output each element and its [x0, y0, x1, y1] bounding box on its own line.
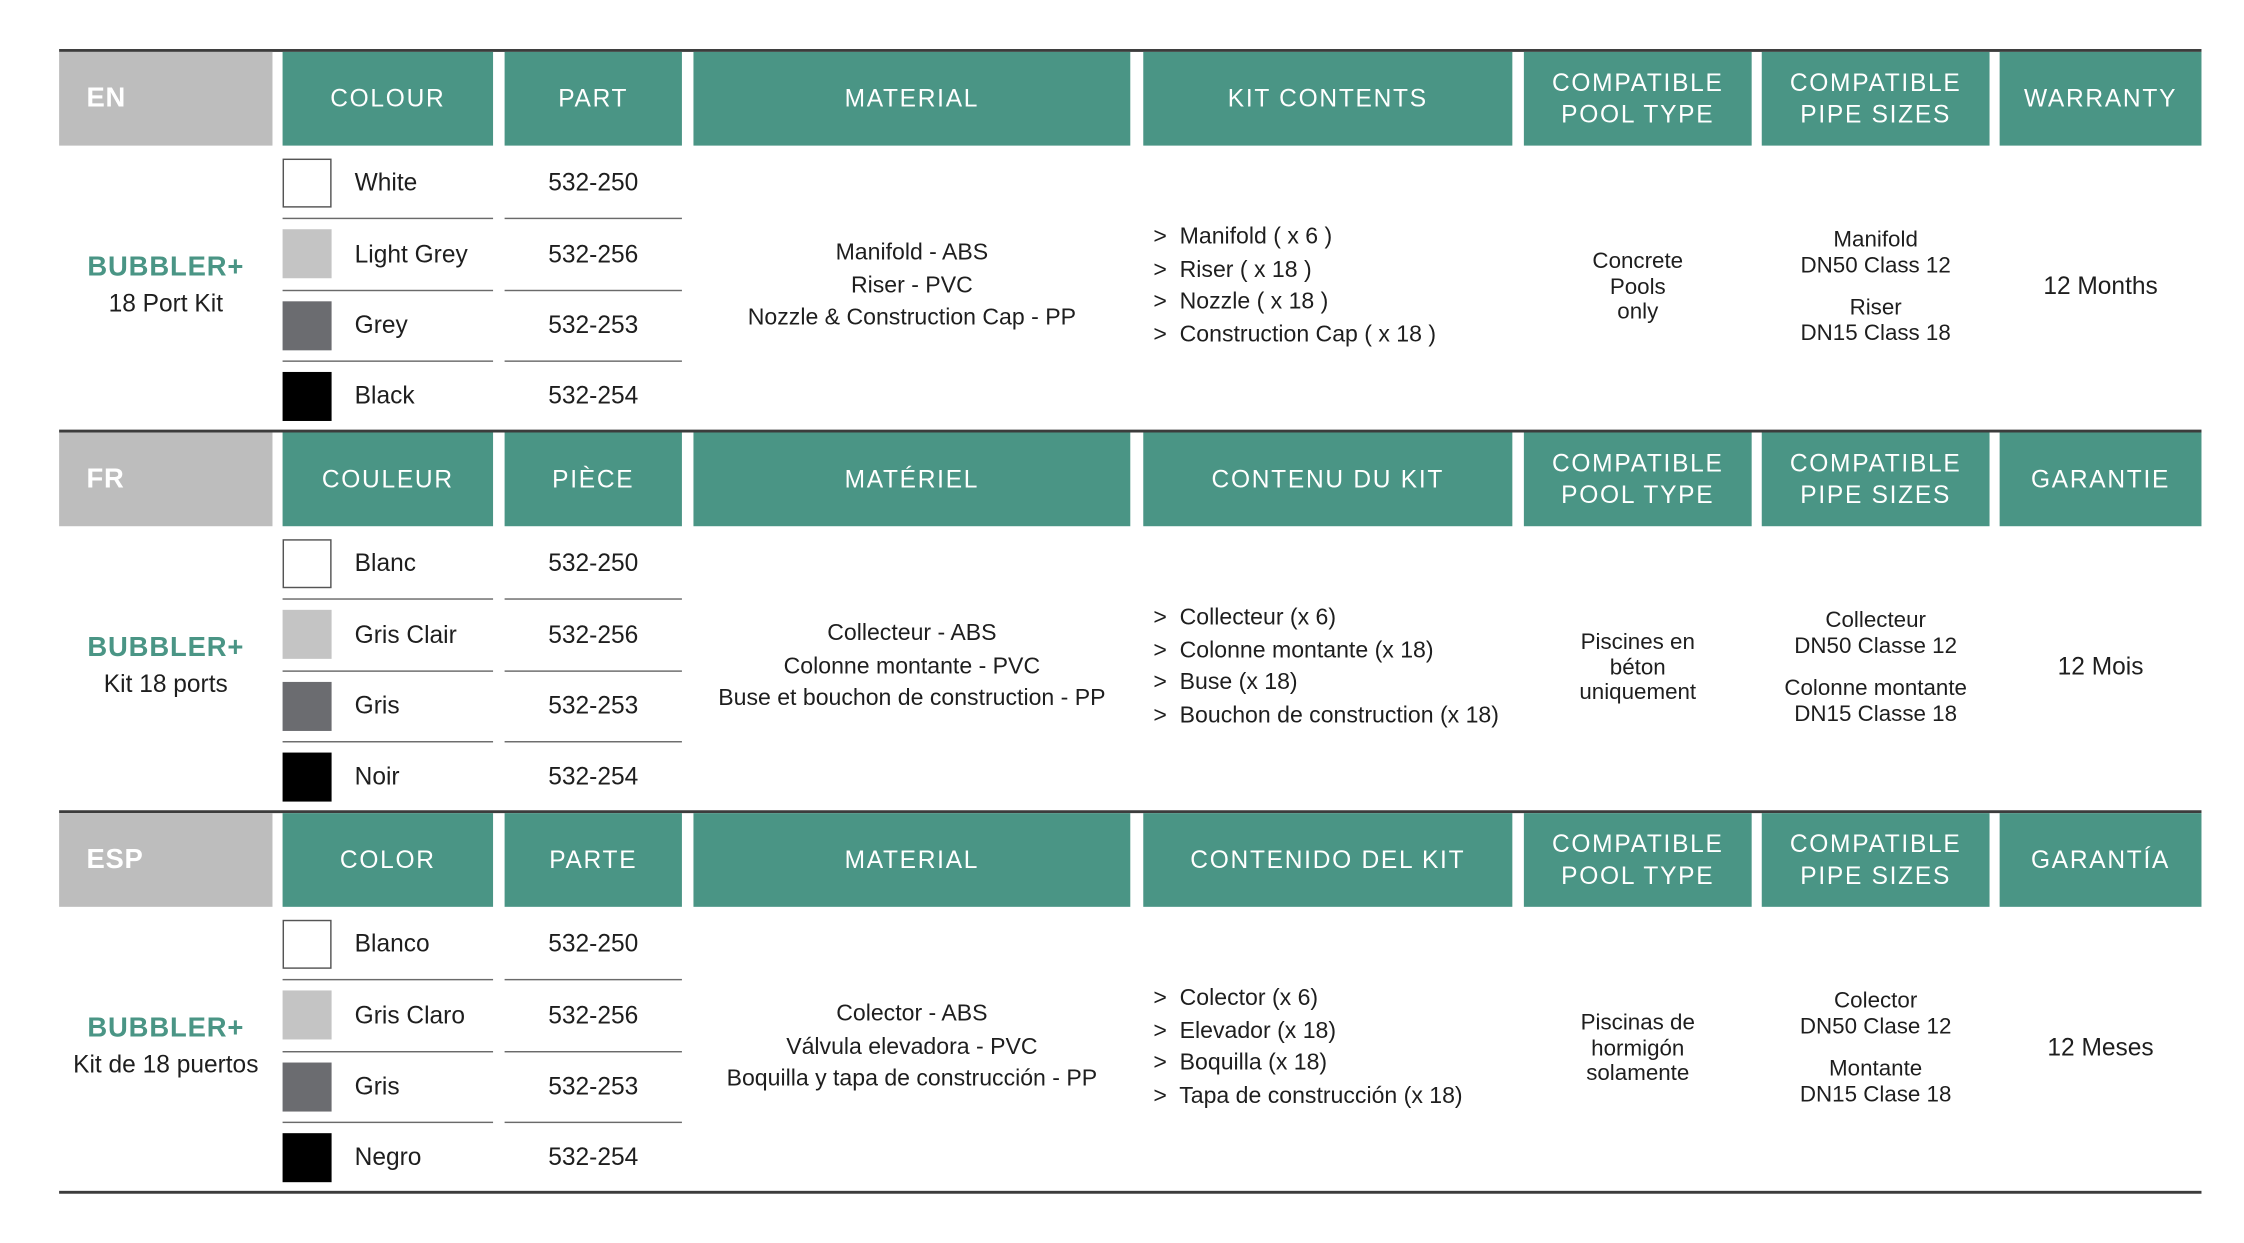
header-colour: COLOR: [283, 813, 493, 907]
header-pipe-sizes-line2: PIPE SIZES: [1800, 861, 1952, 889]
header-part: PIÈCE: [505, 433, 682, 527]
pool-line: Concrete: [1592, 249, 1684, 274]
swatch-light-grey: [283, 990, 332, 1039]
kit-contents-list: [1153, 222, 1528, 352]
header-warranty: GARANTÍA: [2000, 813, 2202, 907]
part-number: 532-250: [548, 549, 639, 577]
kit-item: > Boquilla (x 18): [1153, 1050, 1328, 1076]
colour-name: Light Grey: [354, 240, 468, 268]
pipe-line: DN15 Clase 18: [1799, 1081, 1952, 1107]
header-part: PARTE: [505, 813, 682, 907]
pipe-line: DN50 Clase 12: [1799, 1014, 1952, 1039]
colour-name: Noir: [354, 762, 400, 791]
product-subtitle: 18 Port Kit: [108, 289, 224, 318]
material-item: Buse et bouchon de construction - PP: [718, 686, 1106, 711]
pipe-line: DN50 Class 12: [1800, 253, 1951, 278]
kit-item: > Colector (x 6): [1153, 986, 1319, 1011]
swatch-white: [283, 159, 332, 208]
header-material: MATERIAL: [693, 52, 1130, 146]
pipe-line: DN50 Classe 12: [1794, 633, 1957, 659]
section-en: [0, 0, 2243, 430]
pool-line: uniquement: [1579, 680, 1697, 705]
header-pool-type-line1: COMPATIBLE: [1551, 829, 1724, 858]
swatch-light-grey: [283, 610, 332, 659]
kit-item: > Tapa de construcción (x 18): [1153, 1083, 1463, 1108]
header-pipe-sizes-line1: COMPATIBLE: [1789, 68, 1962, 96]
product-block: [59, 630, 272, 702]
language-label: ESP: [59, 813, 272, 907]
colour-name: White: [354, 168, 418, 197]
header-pipe-sizes-line1: COMPATIBLE: [1789, 449, 1962, 477]
header-pool-type-line2: POOL TYPE: [1561, 861, 1715, 889]
material-item: Manifold - ABS: [835, 240, 989, 266]
header-pipe-sizes-line2: PIPE SIZES: [1800, 480, 1952, 509]
material-item: Collecteur - ABS: [827, 621, 997, 646]
part-number: 532-250: [548, 929, 639, 958]
pipe-sizes: [1762, 608, 1990, 726]
part-number: 532-254: [548, 382, 639, 410]
kit-item: > Elevador (x 18): [1153, 1018, 1337, 1044]
kit-item: > Colonne montante (x 18): [1153, 637, 1434, 663]
material-list: [693, 618, 1130, 715]
warranty-value: 12 Months: [2043, 272, 2158, 300]
section-esp: [0, 761, 2243, 1194]
swatch-white: [283, 539, 332, 588]
part-number: 532-254: [548, 1143, 639, 1171]
pool-type: [1524, 1011, 1752, 1087]
product-subtitle: Kit de 18 puertos: [73, 1050, 259, 1079]
material-item: Colonne montante - PVC: [783, 653, 1041, 679]
kit-item: > Nozzle ( x 18 ): [1153, 289, 1329, 315]
kit-item: > Construction Cap ( x 18 ): [1153, 322, 1437, 347]
product-name: BUBBLER+: [87, 252, 245, 283]
pool-line: béton: [1609, 655, 1666, 680]
swatch-grey: [283, 1063, 332, 1112]
swatch-white: [283, 920, 332, 969]
header-kit-contents: CONTENU DU KIT: [1143, 433, 1512, 527]
part-number: 532-253: [548, 1072, 639, 1101]
pipe-line: Colector: [1834, 989, 1918, 1014]
header-kit-contents: CONTENIDO DEL KIT: [1143, 813, 1512, 907]
product-block: [59, 249, 272, 321]
header-pipe-sizes: [1762, 813, 1990, 907]
header-material: MATERIAL: [693, 813, 1130, 907]
pipe-line: DN15 Class 18: [1800, 320, 1951, 346]
pool-line: Pools: [1609, 274, 1666, 300]
header-pool-type: [1524, 52, 1752, 146]
part-number: 532-253: [548, 692, 639, 720]
header-colour: COULEUR: [283, 433, 493, 527]
swatch-grey: [283, 301, 332, 350]
product-name: BUBBLER+: [87, 1013, 245, 1044]
material-item: Colector - ABS: [836, 1001, 988, 1027]
warranty-value: 12 Mois: [2057, 653, 2144, 681]
colour-name: Grey: [354, 311, 408, 339]
colour-name: Blanco: [354, 929, 430, 958]
colour-name: Gris: [354, 1072, 400, 1101]
material-item: Válvula elevadora - PVC: [786, 1034, 1038, 1059]
pipe-line: Montante: [1829, 1056, 1923, 1082]
language-label: EN: [59, 52, 272, 146]
part-number: 532-253: [548, 311, 639, 339]
kit-item: > Bouchon de construction (x 18): [1153, 702, 1499, 728]
section-fr: [0, 381, 2243, 811]
material-list: [693, 999, 1130, 1096]
part-number: 532-256: [548, 240, 639, 268]
header-pipe-sizes: [1762, 52, 1990, 146]
pool-type: [1524, 630, 1752, 706]
part-number: 532-256: [548, 1001, 639, 1029]
pipe-line: Collecteur: [1825, 608, 1926, 633]
header-pool-type-line2: POOL TYPE: [1561, 100, 1715, 128]
warranty-value: 12 Meses: [2047, 1033, 2154, 1062]
header-warranty: GARANTIE: [2000, 433, 2202, 527]
header-pipe-sizes: [1762, 433, 1990, 527]
swatch-grey: [283, 682, 332, 731]
material-item: Nozzle & Construction Cap - PP: [747, 305, 1076, 331]
colour-name: Negro: [354, 1143, 422, 1171]
pipe-line: Colonne montante: [1784, 676, 1967, 701]
pool-type: [1524, 249, 1752, 325]
pool-line: only: [1617, 299, 1659, 325]
header-part: PART: [505, 52, 682, 146]
header-kit-contents: KIT CONTENTS: [1143, 52, 1512, 146]
header-pool-type-line2: POOL TYPE: [1561, 480, 1715, 509]
language-label: FR: [59, 433, 272, 527]
pool-line: Piscines en: [1580, 630, 1695, 655]
pool-line: Piscinas de: [1580, 1010, 1695, 1036]
swatch-black: [283, 1133, 332, 1182]
material-list: [693, 238, 1130, 335]
header-pool-type-line1: COMPATIBLE: [1551, 68, 1724, 96]
header-material: MATÉRIEL: [693, 433, 1130, 527]
part-number: 532-254: [548, 762, 639, 791]
colour-name: Blanc: [354, 549, 416, 577]
header-colour: COLOUR: [283, 52, 493, 146]
material-item: Riser - PVC: [850, 273, 973, 298]
colour-name: Black: [354, 382, 415, 410]
product-subtitle: Kit 18 ports: [103, 670, 228, 698]
colour-name: Gris Clair: [354, 620, 457, 649]
kit-contents-list: [1153, 603, 1528, 733]
product-block: [59, 1011, 272, 1083]
header-pipe-sizes-line2: PIPE SIZES: [1800, 100, 1952, 128]
part-number: 532-256: [548, 620, 639, 649]
header-warranty: WARRANTY: [2000, 52, 2202, 146]
kit-item: > Manifold ( x 6 ): [1153, 224, 1333, 250]
pipe-line: DN15 Classe 18: [1794, 701, 1957, 726]
pool-line: solamente: [1586, 1061, 1690, 1086]
pipe-sizes: [1762, 989, 1990, 1107]
colour-name: Gris: [354, 692, 400, 720]
table-bottom-rule: [59, 1191, 2201, 1194]
kit-item: > Riser ( x 18 ): [1153, 257, 1312, 282]
kit-item: > Collecteur (x 6): [1153, 605, 1337, 631]
swatch-light-grey: [283, 229, 332, 278]
pipe-line: Riser: [1849, 295, 1902, 321]
part-number: 532-250: [548, 168, 639, 197]
colour-name: Gris Claro: [354, 1001, 465, 1029]
pipe-line: Manifold: [1833, 227, 1918, 253]
header-pool-type: [1524, 813, 1752, 907]
header-pool-type: [1524, 433, 1752, 527]
pipe-sizes: [1762, 228, 1990, 346]
product-name: BUBBLER+: [87, 632, 245, 664]
header-pipe-sizes-line1: COMPATIBLE: [1789, 829, 1962, 858]
header-pool-type-line1: COMPATIBLE: [1551, 449, 1724, 477]
kit-contents-list: [1153, 983, 1528, 1113]
material-item: Boquilla y tapa de construcción - PP: [726, 1066, 1098, 1092]
pool-line: hormigón: [1591, 1035, 1685, 1061]
kit-item: > Buse (x 18): [1153, 670, 1298, 695]
